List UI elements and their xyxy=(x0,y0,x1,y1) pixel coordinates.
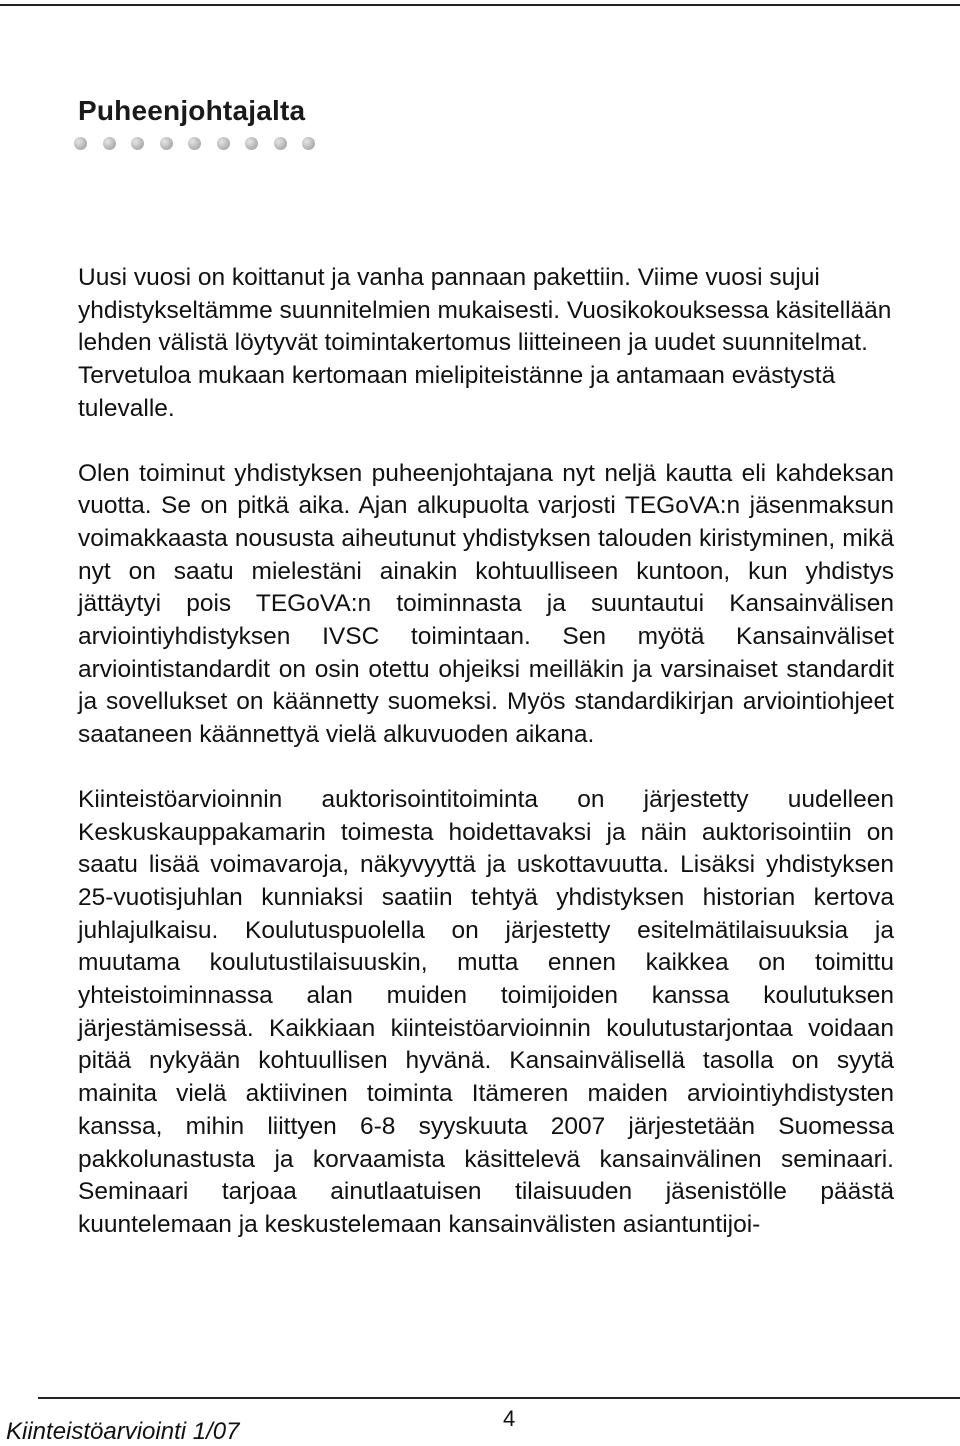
paragraph-2: Olen toiminut yhdistyksen puheenjohtajana nyt neljä kautta eli kahdeksan vuotta. Se on pitkä aika. Ajan alkupuolta varjosti TEGoVA:n jäsenmaksun voimakkaasta noususta aiheutunut yhdistyksen talouden kiristyminen, mikä nyt on saatu mielestäni ainakin kohtuulliseen kuntoon, kun yhdistys jättäytyi pois TEGoVA:n toiminnasta ja suuntautui Kansainvälisen arviointiyhdistyksen IVSC toimintaan. Sen myötä Kansainväliset arviointistandardit on osin otettu ohjeiksi meilläkin ja varsinaiset standardit ja sovellukset on käännetty suomeksi. Myös standardikirjan arviointiohjeet saataneen käännettyä vielä alkuvuoden aikana. xyxy=(78,459,894,749)
article-body xyxy=(78,262,894,1274)
decoration-dot xyxy=(103,137,116,150)
decoration-dot xyxy=(302,137,315,150)
page-number: 4 xyxy=(503,1406,516,1431)
decoration-dot xyxy=(188,137,201,150)
decoration-dot xyxy=(160,137,173,150)
paragraph-1: Uusi vuosi on koittanut ja vanha pannaan pakettiin. Viime vuosi sujui yhdistykseltämme suunnitelmien mukaisesti. Vuosikokouksessa käsitellään lehden välistä löytyvät toimintakertomus liitteineen ja uudet suunnitelmat. Tervetuloa mukaan kertomaan mielipiteistänne ja antamaan evästystä tulevalle. xyxy=(78,264,892,422)
decoration-dot xyxy=(274,137,287,150)
decoration-dot xyxy=(74,137,87,150)
top-rule xyxy=(0,4,960,6)
footer-publication-title: Kiinteistöarviointi 1/07 xyxy=(6,1418,240,1445)
decoration-dot xyxy=(131,137,144,150)
footer-rule xyxy=(38,1397,960,1399)
title-decoration-dots xyxy=(74,137,315,151)
page-title: Puheenjohtajalta xyxy=(78,95,306,126)
decoration-dot xyxy=(217,137,230,150)
paragraph-3: Kiinteistöarvioinnin auktorisointitoiminta on järjestetty uudelleen Keskuskauppakamarin toimesta hoidettavaksi ja näin auktorisointiin on saatu lisää voimavaroja, näkyvyyttä ja uskottavuutta. Lisäksi yhdistyksen 25-vuotisjuhlan kunniaksi saatiin tehtyä yhdistyksen historian kertova juhlajulkaisu. Koulutuspuolella on järjestetty esitelmätilaisuuksia ja muutama koulutustilaisuuskin, mutta ennen kaikkea on toimittu yhteistoiminnassa alan muiden toimijoiden kanssa koulutuksen järjestämisessä. Kaikkiaan kiinteistöarvioinnin koulutustarjontaa voidaan pitää nykyään kohtuullisen hyvänä. Kansainvälisellä tasolla on syytä mainita vielä aktiivinen toiminta Itämeren maiden arviointiyhdistysten kanssa, mihin liittyen 6-8 syyskuuta 2007 järjestetään Suomessa pakkolunastusta ja korvaamista käsittelevä kansainvälinen seminaari. Seminaari tarjoaa ainutlaatuisen tilaisuuden jäsenistölle päästä kuuntelemaan ja keskustelemaan kansainvälisten asiantuntijoi- xyxy=(78,785,894,1238)
decoration-dot xyxy=(245,137,258,150)
